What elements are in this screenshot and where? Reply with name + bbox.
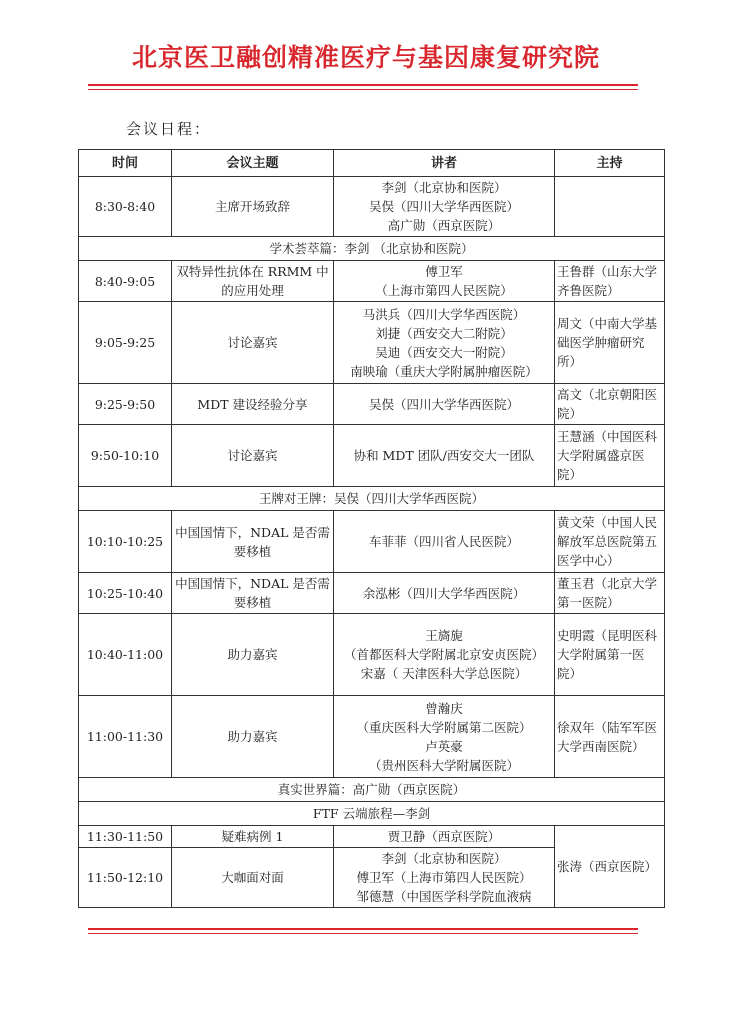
- speaker-cell: [334, 826, 555, 848]
- topic-cell: 大咖面对面: [172, 848, 334, 908]
- host-cell: 王慧涵（中国医科大学附属盛京医院）: [555, 425, 665, 487]
- col-header-topic: 会议主题: [172, 150, 334, 177]
- topic-cell: 助力嘉宾: [172, 696, 334, 778]
- table-row: [79, 696, 665, 778]
- section-title: 真实世界篇：高广勋（西京医院）: [79, 778, 665, 802]
- topic-cell: 讨论嘉宾: [172, 302, 334, 384]
- section-row: [79, 778, 665, 802]
- section-title: 学术荟萃篇：李剑 （北京协和医院）: [79, 237, 665, 261]
- speaker-cell: [334, 177, 555, 237]
- speaker-line: 车菲菲（四川省人民医院）: [368, 534, 519, 549]
- table-row: [79, 302, 665, 384]
- header-rule: [88, 84, 638, 86]
- host-cell: 史明霞（昆明医科大学附属第一医院）: [555, 614, 665, 696]
- speaker-line: 高广勋（西京医院）: [387, 218, 501, 233]
- speaker-line: 马洪兵（四川大学华西医院）: [362, 306, 526, 322]
- topic-cell: 助力嘉宾: [172, 614, 334, 696]
- table-row: [79, 425, 665, 487]
- time-cell: 8:40-9:05: [79, 261, 172, 302]
- speaker-line: 李剑（北京协和医院）: [381, 851, 507, 866]
- speaker-line: 吴俣（四川大学华西医院）: [368, 396, 519, 412]
- speaker-cell: [334, 614, 555, 696]
- speaker-line: 余泓彬（四川大学华西医院）: [362, 585, 526, 601]
- footer-rule: [88, 928, 638, 930]
- speaker-line: 邹德慧（中国医学科学院血液病: [356, 889, 532, 904]
- time-cell: 9:05-9:25: [79, 302, 172, 384]
- topic-cell: 中国国情下，NDAL 是否需要移植: [172, 511, 334, 573]
- speaker-cell: [334, 848, 555, 908]
- speaker-line: 吴俣（四川大学华西医院）: [368, 199, 519, 214]
- table-row: [79, 177, 665, 237]
- speaker-cell: [334, 302, 555, 384]
- table-row: [79, 826, 665, 848]
- speaker-line: 吴迪（西安交大一附院）: [375, 344, 513, 360]
- time-cell: 11:30-11:50: [79, 826, 172, 848]
- time-cell: 11:00-11:30: [79, 696, 172, 778]
- col-header-host: 主持: [555, 150, 665, 177]
- topic-cell: 疑难病例 1: [172, 826, 334, 848]
- speaker-cell: [334, 384, 555, 425]
- col-header-time: 时间: [79, 150, 172, 177]
- table-row: [79, 261, 665, 302]
- speaker-line: （上海市第四人民医院）: [375, 283, 513, 298]
- speaker-cell: [334, 425, 555, 487]
- table-row: [79, 573, 665, 614]
- host-cell: 黄文荣（中国人民解放军总医院第五医学中心）: [555, 511, 665, 573]
- footer-rule-thin: [88, 933, 638, 934]
- speaker-line: （首都医科大学附属北京安贞医院）: [343, 647, 544, 662]
- topic-cell: 讨论嘉宾: [172, 425, 334, 487]
- time-cell: 9:25-9:50: [79, 384, 172, 425]
- speaker-line: 贾卫静（西京医院）: [387, 829, 501, 844]
- agenda-table: [78, 149, 665, 908]
- section-title: FTF 云端旅程—李剑: [79, 802, 665, 826]
- topic-cell: 主席开场致辞: [172, 177, 334, 237]
- speaker-line: 刘捷（西安交大二附院）: [375, 325, 513, 341]
- speaker-line: 卢英豪: [425, 738, 463, 754]
- speaker-line: 南映瑜（重庆大学附属肿瘤医院）: [350, 363, 538, 379]
- speaker-line: 王旖旎: [425, 628, 463, 643]
- speaker-line: 傅卫军: [425, 264, 463, 279]
- speaker-line: 李剑（北京协和医院）: [381, 180, 507, 195]
- host-cell: [555, 177, 665, 237]
- time-cell: 11:50-12:10: [79, 848, 172, 908]
- table-header-row: [79, 150, 665, 177]
- speaker-line: 宋嘉（ 天津医科大学总医院）: [360, 666, 528, 681]
- section-row: [79, 487, 665, 511]
- time-cell: 8:30-8:40: [79, 177, 172, 237]
- header-rule-thin: [88, 89, 638, 90]
- speaker-line: 曾瀚庆: [425, 700, 463, 716]
- agenda-heading: 会议日程：: [126, 120, 212, 138]
- time-cell: 10:40-11:00: [79, 614, 172, 696]
- host-cell: 王鲁群（山东大学齐鲁医院）: [555, 261, 665, 302]
- table-row: [79, 384, 665, 425]
- speaker-line: （贵州医科大学附属医院）: [368, 757, 519, 773]
- speaker-line: 协和 MDT 团队/西安交大一团队: [353, 448, 535, 463]
- host-cell: 高文（北京朝阳医院）: [555, 384, 665, 425]
- table-row: [79, 511, 665, 573]
- speaker-cell: [334, 573, 555, 614]
- time-cell: 10:25-10:40: [79, 573, 172, 614]
- host-cell: 徐双年（陆军军医大学西南医院）: [555, 696, 665, 778]
- section-row: [79, 237, 665, 261]
- topic-cell: 中国国情下，NDAL 是否需要移植: [172, 573, 334, 614]
- speaker-line: 傅卫军（上海市第四人民医院）: [356, 870, 532, 885]
- topic-cell: MDT 建设经验分享: [172, 384, 334, 425]
- table-row: [79, 614, 665, 696]
- host-cell: 周文（中南大学基础医学肿瘤研究所）: [555, 302, 665, 384]
- time-cell: 9:50-10:10: [79, 425, 172, 487]
- section-title: 王牌对王牌：吴俣（四川大学华西医院）: [79, 487, 665, 511]
- speaker-cell: [334, 511, 555, 573]
- host-cell: 董玉君（北京大学第一医院）: [555, 573, 665, 614]
- speaker-cell: [334, 261, 555, 302]
- time-cell: 10:10-10:25: [79, 511, 172, 573]
- section-row: [79, 802, 665, 826]
- topic-cell: 双特异性抗体在 RRMM 中的应用处理: [172, 261, 334, 302]
- speaker-cell: [334, 696, 555, 778]
- institute-title: 北京医卫融创精准医疗与基因康复研究院: [131, 43, 600, 72]
- host-cell: 张涛（西京医院）: [555, 826, 665, 908]
- speaker-line: （重庆医科大学附属第二医院）: [356, 719, 532, 735]
- col-header-speaker: 讲者: [334, 150, 555, 177]
